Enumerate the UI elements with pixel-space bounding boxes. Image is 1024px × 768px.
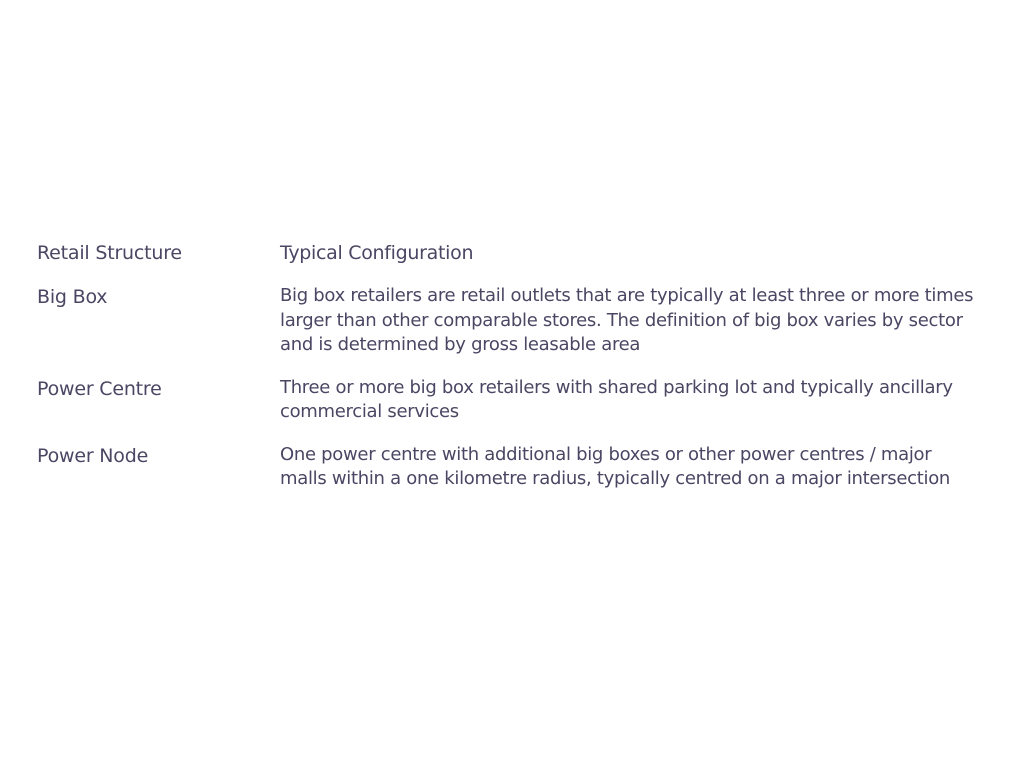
row-label-big-box: Big Box xyxy=(37,286,108,308)
table-row xyxy=(37,284,1012,358)
header-retail-structure: Retail Structure xyxy=(37,242,182,264)
row-desc-power-node: One power centre with additional big boxes or other power centres / major malls within a one kilometre radius, typically centred on a major intersection xyxy=(280,443,951,489)
retail-structure-table xyxy=(37,240,1012,492)
table-row xyxy=(37,443,1012,492)
table-row xyxy=(37,376,1012,425)
table-header-row xyxy=(37,240,1012,266)
row-desc-big-box: Big box retailers are retail outlets that are typically at least three or more times larger than other comparable stores. The definition of big box varies by sector and is determined by gross leasable area xyxy=(280,285,974,355)
row-label-power-node: Power Node xyxy=(37,444,149,467)
header-typical-configuration: Typical Configuration xyxy=(280,242,474,264)
row-desc-power-centre: Three or more big box retailers with shared parking lot and typically ancillary commercial services xyxy=(280,376,953,422)
row-label-power-centre: Power Centre xyxy=(37,377,162,400)
